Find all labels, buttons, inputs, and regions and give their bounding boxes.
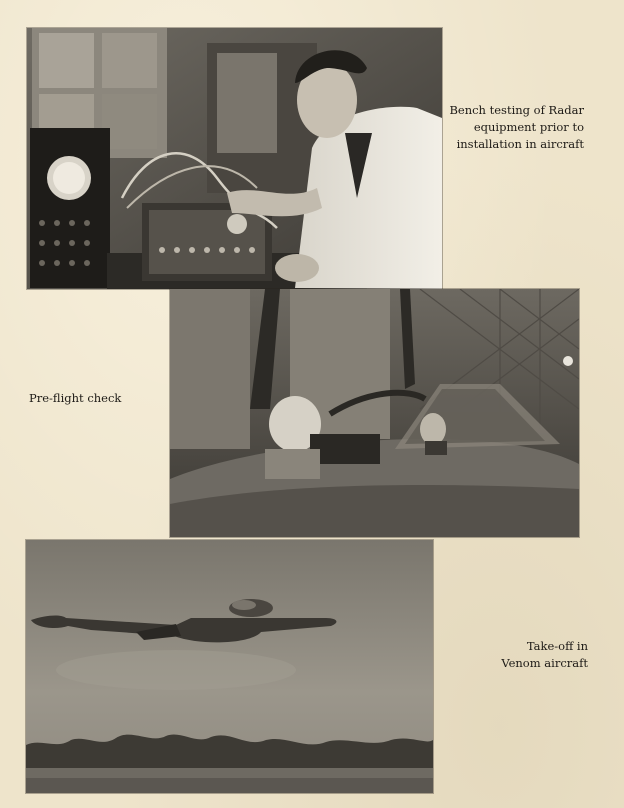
caption-line: Venom aircraft — [501, 656, 588, 670]
caption-line: equipment prior to — [473, 120, 584, 134]
caption-line: Pre-flight check — [29, 391, 122, 405]
pre-flight-image — [170, 289, 579, 537]
pre-flight-caption — [29, 390, 159, 407]
take-off-photo — [26, 540, 433, 793]
pre-flight-photo — [170, 289, 579, 537]
bench-testing-photo — [27, 28, 442, 289]
caption-line: installation in aircraft — [456, 137, 584, 151]
take-off-caption — [440, 638, 588, 672]
caption-line: Take-off in — [526, 639, 588, 653]
bench-testing-caption — [448, 102, 584, 153]
bench-testing-image — [27, 28, 442, 289]
caption-line: Bench testing of Radar — [449, 103, 584, 117]
take-off-image — [26, 540, 433, 793]
